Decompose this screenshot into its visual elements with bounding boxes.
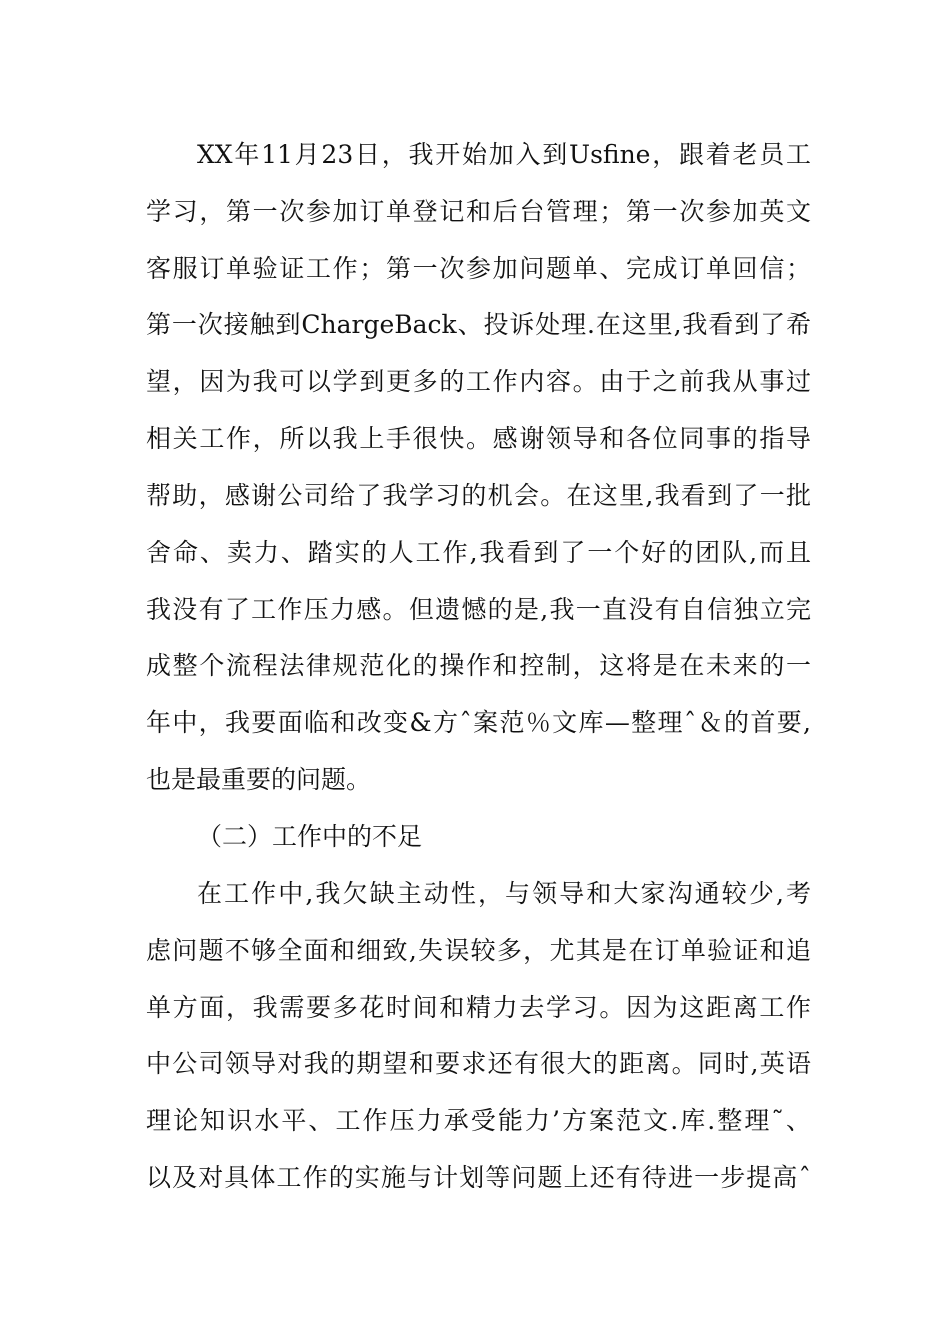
- paragraph-line: 单方面，我需要多花时间和精力去学习。因为这距离工作: [146, 993, 811, 1022]
- paragraph-line: 理论知识水平、工作压力承受能力’方案范文.库.整理˜、: [146, 1106, 811, 1135]
- paragraph-line: 相关工作，所以我上手很快。感谢领导和各位同事的指导: [146, 424, 811, 453]
- paragraph-line: 舍命、卖力、踏实的人工作,我看到了一个好的团队,而且: [146, 538, 811, 567]
- paragraph-line: 也是最重要的问题。: [146, 765, 372, 794]
- paragraph-line: 在工作中,我欠缺主动性，与领导和大家沟通较少,考: [197, 879, 811, 908]
- paragraph-line: 以及对具体工作的实施与计划等问题上还有待进一步提高ˆ: [146, 1163, 811, 1192]
- paragraph-line: 中公司领导对我的期望和要求还有很大的距离。同时,英语: [146, 1049, 811, 1078]
- paragraph-line: 客服订单验证工作；第一次参加问题单、完成订单回信；: [146, 254, 811, 283]
- paragraph-line: 成整个流程法律规范化的操作和控制，这将是在未来的一: [146, 651, 811, 680]
- paragraph-line: 学习，第一次参加订单登记和后台管理；第一次参加英文: [146, 197, 811, 226]
- paragraph-line: XX年11月23日，我开始加入到Usfine，跟着老员工: [197, 140, 811, 169]
- paragraph-line: 我没有了工作压力感。但遗憾的是,我一直没有自信独立完: [146, 595, 811, 624]
- paragraph-line: 第一次接触到ChargeBack、投诉处理.在这里,我看到了希: [146, 310, 811, 339]
- paragraph-line: 虑问题不够全面和细致,失误较多，尤其是在订单验证和追: [146, 936, 811, 965]
- section-heading: （二）工作中的不足: [197, 822, 423, 851]
- paragraph-line: 望，因为我可以学到更多的工作内容。由于之前我从事过: [146, 367, 811, 396]
- paragraph-line: 帮助，感谢公司给了我学习的机会。在这里,我看到了一批: [146, 481, 811, 510]
- paragraph-line: 年中，我要面临和改变&方ˆ案范％文库—整理ˆ＆的首要,: [146, 708, 811, 737]
